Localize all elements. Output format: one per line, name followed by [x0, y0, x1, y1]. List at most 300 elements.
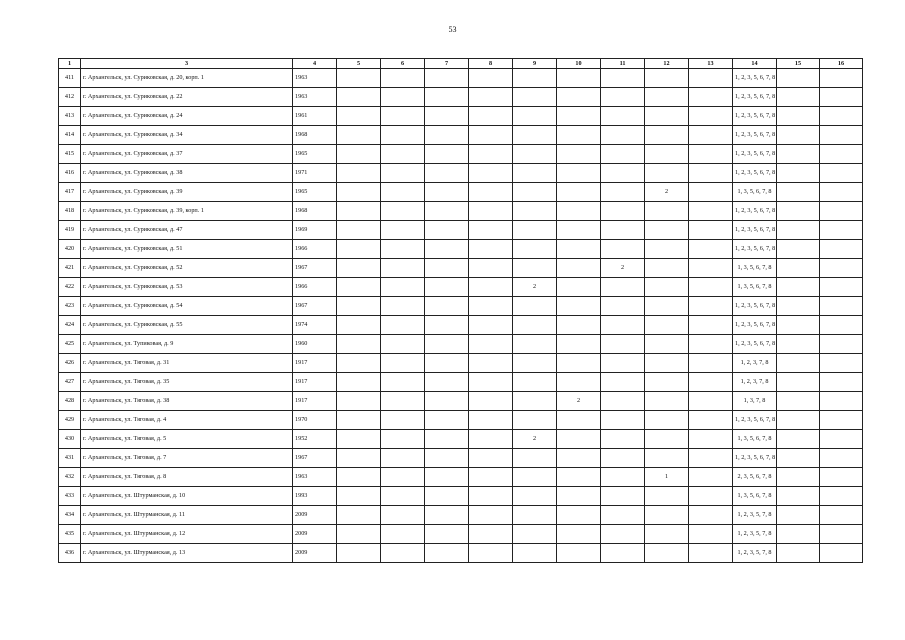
col-5-cell	[337, 183, 381, 202]
col-13-cell	[689, 354, 733, 373]
col-5-cell	[337, 126, 381, 145]
table-row	[59, 202, 863, 221]
row-number-cell: 412	[59, 88, 81, 107]
address-cell: г. Архангельск, ул. Суриковская, д. 22	[81, 88, 293, 107]
col-15-cell	[777, 487, 820, 506]
address-cell: г. Архангельск, ул. Суриковская, д. 39	[81, 183, 293, 202]
col-10-cell	[557, 259, 601, 278]
column-header: 1	[59, 59, 81, 69]
table-row	[59, 69, 863, 88]
col-10-cell	[557, 126, 601, 145]
table-row	[59, 468, 863, 487]
col-10-cell	[557, 468, 601, 487]
col-9-cell	[513, 297, 557, 316]
year-cell: 1967	[293, 297, 337, 316]
col-9-cell	[513, 354, 557, 373]
col-16-cell	[820, 449, 863, 468]
year-cell: 1961	[293, 107, 337, 126]
col-11-cell	[601, 69, 645, 88]
col-15-cell	[777, 278, 820, 297]
column-header: 8	[469, 59, 513, 69]
year-cell: 1966	[293, 278, 337, 297]
row-number-cell: 421	[59, 259, 81, 278]
year-cell: 1952	[293, 430, 337, 449]
table-row	[59, 354, 863, 373]
row-number-cell: 413	[59, 107, 81, 126]
col-6-cell	[381, 278, 425, 297]
col-7-cell	[425, 164, 469, 183]
col-6-cell	[381, 430, 425, 449]
column-header: 4	[293, 59, 337, 69]
codes-cell: 1, 2, 3, 5, 6, 7, 8	[733, 449, 777, 468]
col-15-cell	[777, 145, 820, 164]
year-cell: 2009	[293, 506, 337, 525]
col-7-cell	[425, 354, 469, 373]
col-15-cell	[777, 126, 820, 145]
col-5-cell	[337, 107, 381, 126]
col-9-cell	[513, 69, 557, 88]
year-cell: 2009	[293, 525, 337, 544]
col-15-cell	[777, 354, 820, 373]
col-7-cell	[425, 88, 469, 107]
col-15-cell	[777, 411, 820, 430]
col-12-cell	[645, 354, 689, 373]
col-10-cell	[557, 145, 601, 164]
col-12-cell	[645, 88, 689, 107]
row-number-cell: 429	[59, 411, 81, 430]
col-5-cell	[337, 297, 381, 316]
year-cell: 1971	[293, 164, 337, 183]
col-13-cell	[689, 525, 733, 544]
col-7-cell	[425, 145, 469, 164]
col-8-cell	[469, 544, 513, 563]
col-7-cell	[425, 430, 469, 449]
col-12-cell	[645, 449, 689, 468]
codes-cell: 1, 2, 3, 5, 6, 7, 8	[733, 145, 777, 164]
col-9-cell	[513, 525, 557, 544]
col-16-cell	[820, 240, 863, 259]
codes-cell: 1, 2, 3, 5, 6, 7, 8	[733, 297, 777, 316]
col-5-cell	[337, 487, 381, 506]
col-12-cell: 2	[645, 183, 689, 202]
address-cell: г. Архангельск, ул. Тупиковая, д. 9	[81, 335, 293, 354]
col-5-cell	[337, 221, 381, 240]
col-9-cell: 2	[513, 278, 557, 297]
col-7-cell	[425, 107, 469, 126]
table-row	[59, 145, 863, 164]
col-6-cell	[381, 107, 425, 126]
col-11-cell	[601, 297, 645, 316]
table-row	[59, 259, 863, 278]
col-5-cell	[337, 240, 381, 259]
table-row	[59, 221, 863, 240]
codes-cell: 1, 2, 3, 5, 6, 7, 8	[733, 411, 777, 430]
table-row	[59, 525, 863, 544]
col-16-cell	[820, 335, 863, 354]
col-13-cell	[689, 392, 733, 411]
col-7-cell	[425, 525, 469, 544]
col-7-cell	[425, 506, 469, 525]
col-9-cell	[513, 506, 557, 525]
table-row	[59, 164, 863, 183]
row-number-cell: 430	[59, 430, 81, 449]
col-15-cell	[777, 468, 820, 487]
column-header: 7	[425, 59, 469, 69]
col-6-cell	[381, 449, 425, 468]
codes-cell: 1, 2, 3, 5, 6, 7, 8	[733, 202, 777, 221]
col-8-cell	[469, 202, 513, 221]
col-5-cell	[337, 145, 381, 164]
row-number-cell: 422	[59, 278, 81, 297]
col-7-cell	[425, 183, 469, 202]
col-10-cell	[557, 354, 601, 373]
col-12-cell	[645, 107, 689, 126]
col-11-cell	[601, 316, 645, 335]
col-15-cell	[777, 107, 820, 126]
col-6-cell	[381, 316, 425, 335]
col-13-cell	[689, 183, 733, 202]
col-5-cell	[337, 392, 381, 411]
table-row	[59, 392, 863, 411]
address-cell: г. Архангельск, ул. Суриковская, д. 34	[81, 126, 293, 145]
col-10-cell	[557, 202, 601, 221]
col-6-cell	[381, 411, 425, 430]
col-6-cell	[381, 297, 425, 316]
col-12-cell	[645, 525, 689, 544]
codes-cell: 1, 2, 3, 5, 6, 7, 8	[733, 316, 777, 335]
col-15-cell	[777, 183, 820, 202]
col-12-cell	[645, 316, 689, 335]
col-9-cell	[513, 487, 557, 506]
column-header: 13	[689, 59, 733, 69]
col-5-cell	[337, 316, 381, 335]
col-12-cell	[645, 221, 689, 240]
col-9-cell	[513, 107, 557, 126]
col-13-cell	[689, 297, 733, 316]
col-5-cell	[337, 544, 381, 563]
col-13-cell	[689, 449, 733, 468]
col-9-cell	[513, 126, 557, 145]
address-cell: г. Архангельск, ул. Суриковская, д. 55	[81, 316, 293, 335]
col-16-cell	[820, 69, 863, 88]
year-cell: 1966	[293, 240, 337, 259]
col-12-cell	[645, 411, 689, 430]
col-7-cell	[425, 221, 469, 240]
address-cell: г. Архангельск, ул. Суриковская, д. 37	[81, 145, 293, 164]
col-6-cell	[381, 468, 425, 487]
row-number-cell: 431	[59, 449, 81, 468]
col-12-cell	[645, 278, 689, 297]
col-13-cell	[689, 145, 733, 164]
row-number-cell: 433	[59, 487, 81, 506]
table-row	[59, 544, 863, 563]
year-cell: 1965	[293, 145, 337, 164]
col-12-cell	[645, 259, 689, 278]
col-5-cell	[337, 411, 381, 430]
col-9-cell: 2	[513, 430, 557, 449]
col-11-cell	[601, 107, 645, 126]
col-11-cell	[601, 126, 645, 145]
codes-cell: 1, 3, 5, 6, 7, 8	[733, 487, 777, 506]
table-row	[59, 506, 863, 525]
col-6-cell	[381, 221, 425, 240]
col-12-cell	[645, 335, 689, 354]
col-10-cell	[557, 525, 601, 544]
col-11-cell	[601, 411, 645, 430]
row-number-cell: 420	[59, 240, 81, 259]
col-11-cell	[601, 221, 645, 240]
col-16-cell	[820, 202, 863, 221]
address-cell: г. Архангельск, ул. Штурманская, д. 11	[81, 506, 293, 525]
col-12-cell	[645, 69, 689, 88]
col-7-cell	[425, 373, 469, 392]
col-10-cell	[557, 487, 601, 506]
col-10-cell	[557, 69, 601, 88]
address-cell: г. Архангельск, ул. Тяговая, д. 5	[81, 430, 293, 449]
codes-cell: 1, 3, 5, 6, 7, 8	[733, 430, 777, 449]
col-13-cell	[689, 544, 733, 563]
col-7-cell	[425, 240, 469, 259]
col-10-cell	[557, 107, 601, 126]
col-16-cell	[820, 107, 863, 126]
col-13-cell	[689, 69, 733, 88]
year-cell: 1960	[293, 335, 337, 354]
col-7-cell	[425, 392, 469, 411]
address-cell: г. Архангельск, ул. Тяговая, д. 7	[81, 449, 293, 468]
address-cell: г. Архангельск, ул. Тяговая, д. 8	[81, 468, 293, 487]
col-15-cell	[777, 297, 820, 316]
address-cell: г. Архангельск, ул. Суриковская, д. 52	[81, 259, 293, 278]
row-number-cell: 423	[59, 297, 81, 316]
col-5-cell	[337, 335, 381, 354]
col-8-cell	[469, 69, 513, 88]
col-8-cell	[469, 525, 513, 544]
col-11-cell	[601, 145, 645, 164]
col-8-cell	[469, 411, 513, 430]
codes-cell: 2, 3, 5, 6, 7, 8	[733, 468, 777, 487]
col-8-cell	[469, 297, 513, 316]
col-11-cell	[601, 373, 645, 392]
col-13-cell	[689, 506, 733, 525]
row-number-cell: 417	[59, 183, 81, 202]
col-15-cell	[777, 88, 820, 107]
col-16-cell	[820, 278, 863, 297]
col-13-cell	[689, 316, 733, 335]
col-16-cell	[820, 525, 863, 544]
codes-cell: 1, 2, 3, 7, 8	[733, 354, 777, 373]
codes-cell: 1, 3, 5, 6, 7, 8	[733, 259, 777, 278]
col-5-cell	[337, 278, 381, 297]
col-7-cell	[425, 411, 469, 430]
col-10-cell	[557, 183, 601, 202]
year-cell: 1968	[293, 202, 337, 221]
col-15-cell	[777, 335, 820, 354]
col-6-cell	[381, 183, 425, 202]
year-cell: 2009	[293, 544, 337, 563]
column-header: 5	[337, 59, 381, 69]
col-12-cell	[645, 544, 689, 563]
row-number-cell: 432	[59, 468, 81, 487]
col-11-cell	[601, 525, 645, 544]
col-7-cell	[425, 335, 469, 354]
year-cell: 1968	[293, 126, 337, 145]
col-13-cell	[689, 240, 733, 259]
col-12-cell	[645, 202, 689, 221]
table-row	[59, 107, 863, 126]
row-number-cell: 418	[59, 202, 81, 221]
col-7-cell	[425, 487, 469, 506]
col-15-cell	[777, 544, 820, 563]
col-11-cell	[601, 430, 645, 449]
col-12-cell	[645, 145, 689, 164]
col-11-cell	[601, 468, 645, 487]
table-row	[59, 449, 863, 468]
page-number: 53	[448, 25, 457, 34]
row-number-cell: 428	[59, 392, 81, 411]
codes-cell: 1, 2, 3, 5, 6, 7, 8	[733, 164, 777, 183]
col-11-cell	[601, 202, 645, 221]
col-13-cell	[689, 487, 733, 506]
col-13-cell	[689, 221, 733, 240]
column-header: 15	[777, 59, 820, 69]
col-10-cell	[557, 221, 601, 240]
col-7-cell	[425, 468, 469, 487]
col-16-cell	[820, 259, 863, 278]
year-cell: 1967	[293, 449, 337, 468]
col-16-cell	[820, 183, 863, 202]
codes-cell: 1, 2, 3, 5, 6, 7, 8	[733, 107, 777, 126]
col-12-cell	[645, 392, 689, 411]
col-6-cell	[381, 240, 425, 259]
col-8-cell	[469, 392, 513, 411]
col-5-cell	[337, 525, 381, 544]
codes-cell: 1, 2, 3, 7, 8	[733, 373, 777, 392]
year-cell: 1974	[293, 316, 337, 335]
col-16-cell	[820, 316, 863, 335]
col-5-cell	[337, 354, 381, 373]
year-cell: 1963	[293, 88, 337, 107]
row-number-cell: 426	[59, 354, 81, 373]
row-number-cell: 434	[59, 506, 81, 525]
col-13-cell	[689, 411, 733, 430]
col-8-cell	[469, 88, 513, 107]
address-cell: г. Архангельск, ул. Суриковская, д. 39, корп. 1	[81, 202, 293, 221]
address-cell: г. Архангельск, ул. Суриковская, д. 24	[81, 107, 293, 126]
col-8-cell	[469, 259, 513, 278]
col-8-cell	[469, 506, 513, 525]
col-7-cell	[425, 202, 469, 221]
col-9-cell	[513, 392, 557, 411]
col-11-cell	[601, 88, 645, 107]
col-15-cell	[777, 373, 820, 392]
codes-cell: 1, 2, 3, 5, 6, 7, 8	[733, 69, 777, 88]
col-5-cell	[337, 449, 381, 468]
col-15-cell	[777, 69, 820, 88]
col-12-cell	[645, 487, 689, 506]
year-cell: 1970	[293, 411, 337, 430]
col-9-cell	[513, 164, 557, 183]
address-cell: г. Архангельск, ул. Штурманская, д. 13	[81, 544, 293, 563]
col-6-cell	[381, 202, 425, 221]
col-11-cell	[601, 449, 645, 468]
col-12-cell: 1	[645, 468, 689, 487]
row-number-cell: 419	[59, 221, 81, 240]
col-5-cell	[337, 430, 381, 449]
col-8-cell	[469, 335, 513, 354]
col-10-cell	[557, 411, 601, 430]
col-9-cell	[513, 183, 557, 202]
col-16-cell	[820, 487, 863, 506]
col-9-cell	[513, 411, 557, 430]
col-13-cell	[689, 278, 733, 297]
col-6-cell	[381, 69, 425, 88]
year-cell: 1993	[293, 487, 337, 506]
col-8-cell	[469, 468, 513, 487]
row-number-cell: 425	[59, 335, 81, 354]
col-15-cell	[777, 316, 820, 335]
col-16-cell	[820, 88, 863, 107]
col-16-cell	[820, 164, 863, 183]
col-8-cell	[469, 107, 513, 126]
col-16-cell	[820, 354, 863, 373]
column-header: 11	[601, 59, 645, 69]
col-13-cell	[689, 335, 733, 354]
codes-cell: 1, 2, 3, 5, 6, 7, 8	[733, 88, 777, 107]
row-number-cell: 416	[59, 164, 81, 183]
year-cell: 1965	[293, 183, 337, 202]
col-10-cell	[557, 506, 601, 525]
col-11-cell	[601, 335, 645, 354]
col-8-cell	[469, 278, 513, 297]
col-11-cell	[601, 240, 645, 259]
col-8-cell	[469, 240, 513, 259]
col-9-cell	[513, 316, 557, 335]
col-10-cell	[557, 316, 601, 335]
table-row	[59, 88, 863, 107]
address-cell: г. Архангельск, ул. Тяговая, д. 31	[81, 354, 293, 373]
col-16-cell	[820, 373, 863, 392]
year-cell: 1917	[293, 354, 337, 373]
col-16-cell	[820, 506, 863, 525]
col-6-cell	[381, 544, 425, 563]
col-11-cell	[601, 392, 645, 411]
col-6-cell	[381, 525, 425, 544]
col-15-cell	[777, 164, 820, 183]
col-16-cell	[820, 411, 863, 430]
col-13-cell	[689, 430, 733, 449]
col-8-cell	[469, 164, 513, 183]
year-cell: 1969	[293, 221, 337, 240]
col-15-cell	[777, 202, 820, 221]
col-10-cell	[557, 297, 601, 316]
year-cell: 1967	[293, 259, 337, 278]
address-cell: г. Архангельск, ул. Суриковская, д. 20, корп. 1	[81, 69, 293, 88]
address-cell: г. Архангельск, ул. Суриковская, д. 47	[81, 221, 293, 240]
col-11-cell	[601, 544, 645, 563]
col-16-cell	[820, 297, 863, 316]
table-row	[59, 411, 863, 430]
year-cell: 1963	[293, 69, 337, 88]
year-cell: 1917	[293, 373, 337, 392]
table-row	[59, 240, 863, 259]
col-8-cell	[469, 373, 513, 392]
codes-cell: 1, 3, 5, 6, 7, 8	[733, 278, 777, 297]
col-7-cell	[425, 126, 469, 145]
col-11-cell	[601, 278, 645, 297]
table-row	[59, 297, 863, 316]
col-5-cell	[337, 259, 381, 278]
col-13-cell	[689, 259, 733, 278]
